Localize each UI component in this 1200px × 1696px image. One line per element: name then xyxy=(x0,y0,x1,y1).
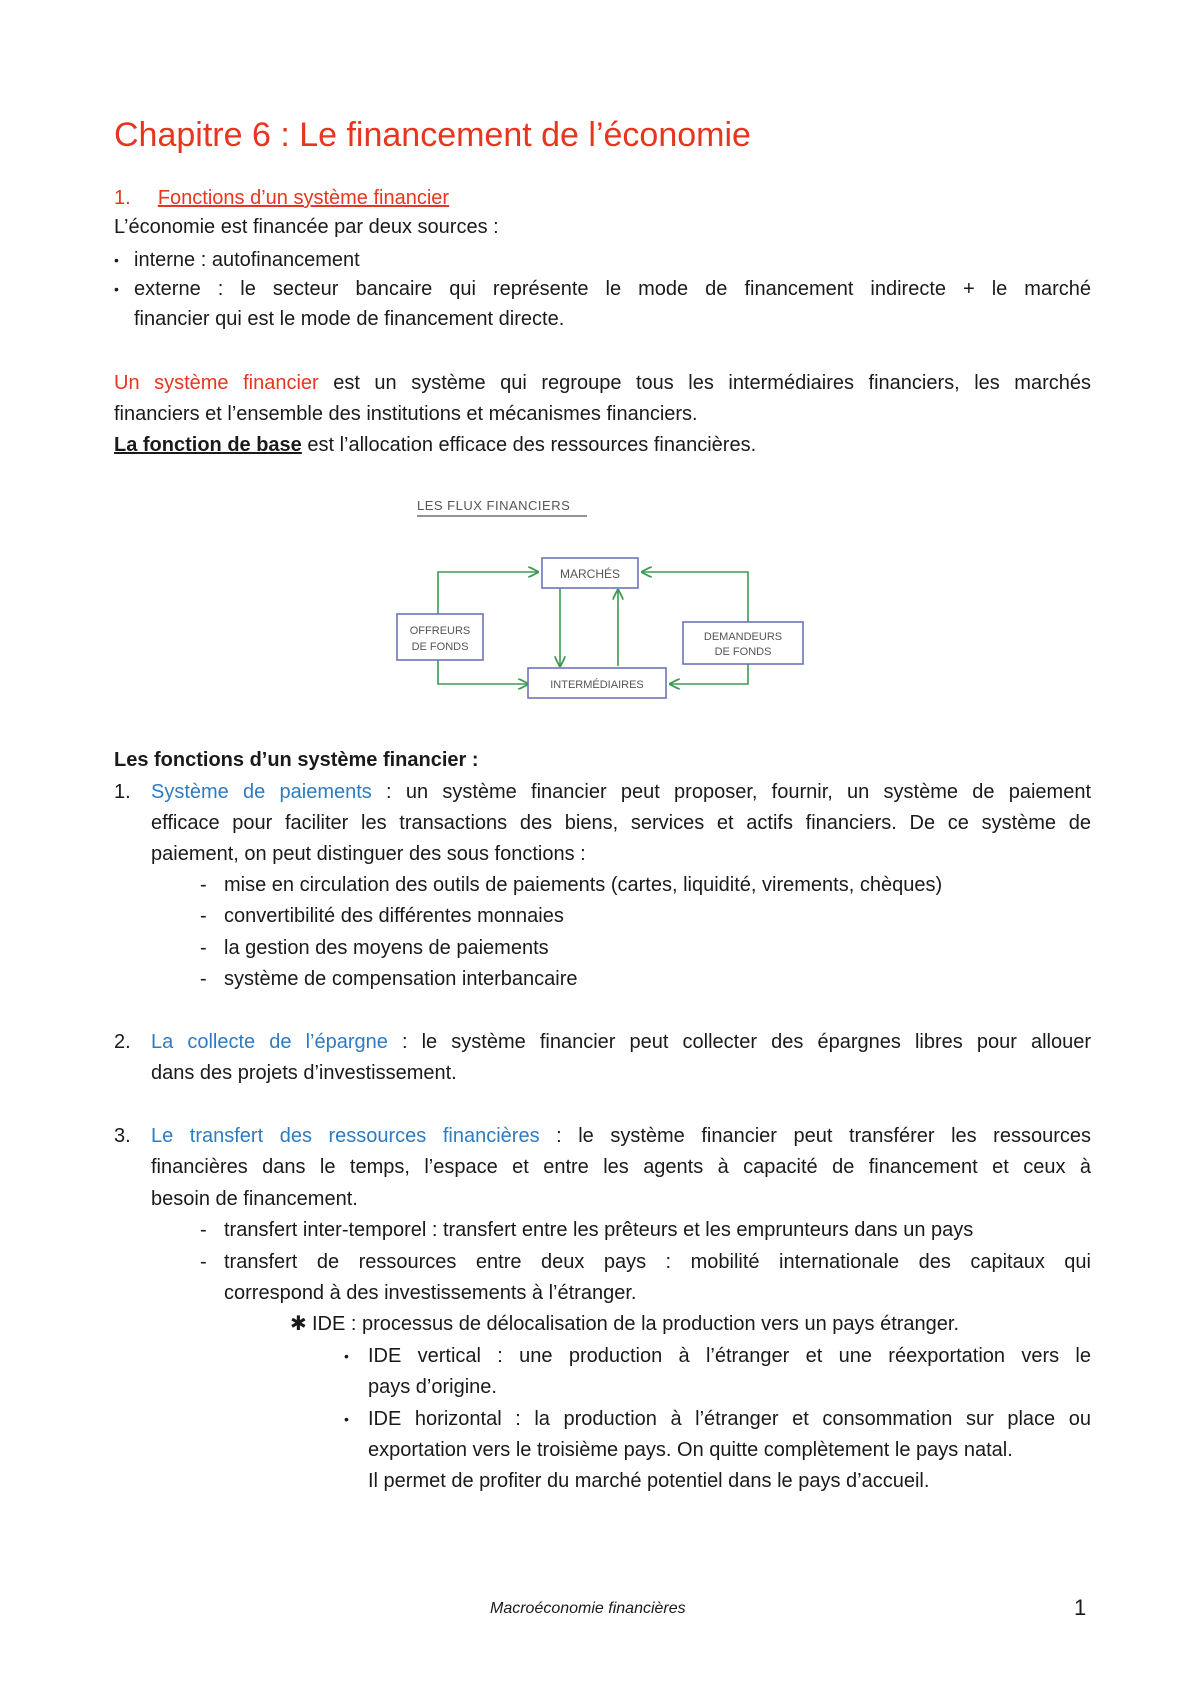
item-3-sub-2-line-1: transfert de ressources entre deux pays : mobilité internationale des capitaux qui xyxy=(224,1251,1091,1273)
item-3-sub-2-line-2: correspond à des investissements à l’étranger. xyxy=(224,1282,637,1304)
footer-text: Macroéconomie financières xyxy=(490,1600,686,1617)
item-1-sub-4: système de compensation interbancaire xyxy=(224,968,578,990)
label-demandeurs-line-1: DEMANDEURS xyxy=(703,631,783,643)
item-1-line-3: paiement, on peut distinguer des sous fonctions : xyxy=(151,843,586,865)
bullet-externe: externe : le secteur bancaire qui représente le mode de financement indirecte + le marché xyxy=(134,278,1091,300)
label-offreurs-line-2: DE FONDS xyxy=(411,641,469,653)
arrow-offreurs-to-intermediaires xyxy=(438,660,528,684)
item-1-sub-3: la gestion des moyens de paiements xyxy=(224,937,549,959)
bullet-icon: • xyxy=(344,1348,349,1364)
item-1-sub-1: mise en circulation des outils de paiements (cartes, liquidité, virements, chèques) xyxy=(224,874,943,896)
bullet-icon: • xyxy=(114,252,119,268)
item-1-line-1 xyxy=(151,776,1091,808)
dash-icon: - xyxy=(200,874,207,896)
item-3-term: Le transfert des ressources financières xyxy=(151,1125,540,1147)
page-title: Chapitre 6 : Le financement de l’économie xyxy=(114,116,751,154)
base-function-line xyxy=(114,429,756,461)
label-demandeurs-line-2: DE FONDS xyxy=(714,646,772,658)
ide-definition: IDE : processus de délocalisation de la production vers un pays étranger. xyxy=(312,1313,960,1335)
item-2-line-2: dans des projets d’investissement. xyxy=(151,1062,457,1084)
item-3-sub-1: transfert inter-temporel : transfert entre les prêteurs et les emprunteurs dans un pays xyxy=(224,1219,974,1241)
ide-horizontal-line-2: exportation vers le troisième pays. On quitte complètement le pays natal. xyxy=(368,1439,1013,1461)
item-3-line-3: besoin de financement. xyxy=(151,1188,358,1210)
item-3-number: 3. xyxy=(114,1125,131,1147)
label-intermediaires: INTERMÉDIAIRES xyxy=(550,679,644,691)
dash-icon: - xyxy=(200,1219,207,1241)
section-1-number: 1. xyxy=(114,187,131,209)
section-1-title: Fonctions d’un système financier xyxy=(157,187,450,209)
base-function-term: La fonction de base xyxy=(114,434,302,456)
section-1-intro: L’économie est financée par deux sources : xyxy=(114,216,499,238)
asterisk-icon: ✱ xyxy=(290,1313,307,1335)
item-1-number: 1. xyxy=(114,781,131,803)
definition-text: est un système qui regroupe tous les intermédiaires financiers, les marchés xyxy=(318,372,1091,394)
section-1-heading xyxy=(114,182,449,214)
definition-term: Un système financier xyxy=(114,372,319,394)
definition-line-1 xyxy=(114,367,1091,399)
item-2-number: 2. xyxy=(114,1031,131,1053)
dash-icon: - xyxy=(200,937,207,959)
bullet-icon: • xyxy=(114,281,119,297)
bullet-externe-continued: financier qui est le mode de financement directe. xyxy=(134,308,565,330)
functions-heading: Les fonctions d’un système financier : xyxy=(114,749,479,771)
ide-horizontal-line-3: Il permet de profiter du marché potentiel dans le pays d’accueil. xyxy=(368,1470,930,1492)
financial-flows-diagram xyxy=(380,488,840,708)
item-3-text: : le système financier peut transférer les ressources xyxy=(539,1125,1091,1147)
item-1-text: : un système financier peut proposer, fournir, un système de paiement xyxy=(371,781,1092,803)
item-3-line-2: financières dans le temps, l’espace et entre les agents à capacité de financement et ceux à xyxy=(151,1156,1091,1178)
item-2-text: : le système financier peut collecter des épargnes libres pour allouer xyxy=(387,1031,1091,1053)
dash-icon: - xyxy=(200,968,207,990)
page-number: 1 xyxy=(1074,1595,1087,1620)
label-marches: MARCHÉS xyxy=(559,567,621,581)
item-2-line-1 xyxy=(151,1026,1091,1058)
ide-vertical-line-1: IDE vertical : une production à l’étranger et une réexportation vers le xyxy=(368,1345,1091,1367)
arrow-demandeurs-to-marches xyxy=(642,572,748,622)
bullet-interne: interne : autofinancement xyxy=(134,249,360,271)
ide-vertical-line-2: pays d’origine. xyxy=(368,1376,497,1398)
base-function-text: est l’allocation efficace des ressources financières. xyxy=(301,434,757,456)
dash-icon: - xyxy=(200,1251,207,1273)
item-1-sub-2: convertibilité des différentes monnaies xyxy=(224,905,564,927)
arrow-demandeurs-to-intermediaires xyxy=(670,664,748,684)
item-1-term: Système de paiements xyxy=(151,781,372,803)
bullet-icon: • xyxy=(344,1411,349,1427)
box-offreurs xyxy=(397,614,483,660)
diagram-title: LES FLUX FINANCIERS xyxy=(417,498,571,513)
item-1-line-2: efficace pour faciliter les transactions des biens, services et actifs financiers. De ce système de xyxy=(151,812,1091,834)
ide-horizontal-line-1: IDE horizontal : la production à l’étranger et consommation sur place ou xyxy=(368,1408,1091,1430)
definition-line-2: financiers et l’ensemble des institutions et mécanismes financiers. xyxy=(114,403,698,425)
item-2-term: La collecte de l’épargne xyxy=(151,1031,388,1053)
dash-icon: - xyxy=(200,905,207,927)
label-offreurs-line-1: OFFREURS xyxy=(409,625,471,637)
item-3-line-1 xyxy=(151,1120,1091,1152)
arrow-offreurs-to-marches xyxy=(438,572,538,614)
